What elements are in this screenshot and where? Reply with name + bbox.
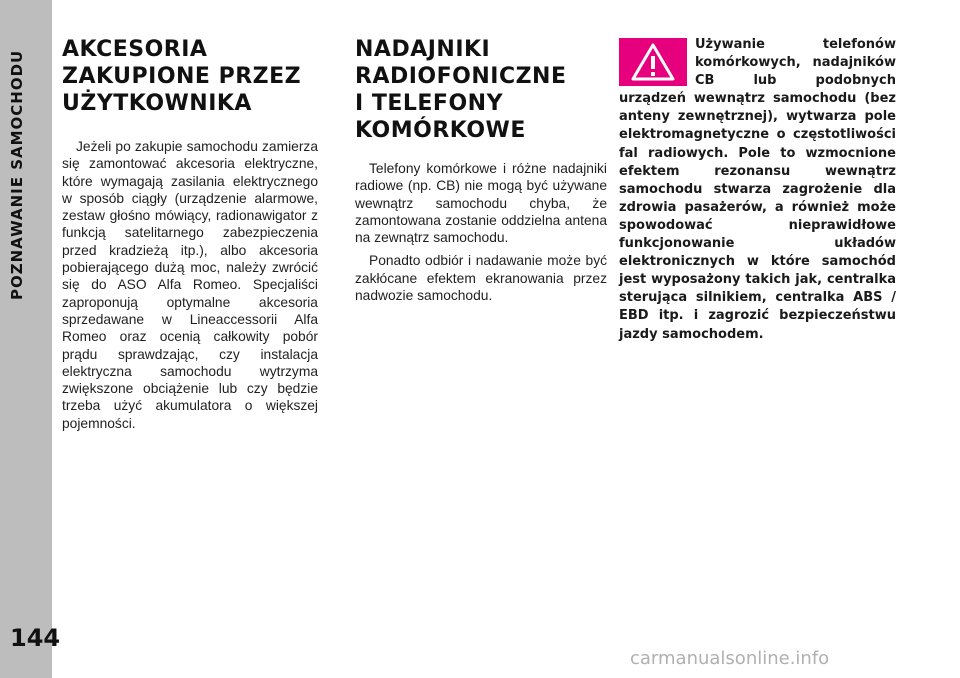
paragraph: Ponadto odbiór i nadawanie może być zakłócane efektem ekranowania przez nadwozie samochodu. — [355, 253, 607, 304]
sidebar — [0, 0, 61, 678]
radio-body — [355, 160, 607, 310]
watermark: carmanualsonline.info — [630, 648, 830, 669]
heading-line: ZAKUPIONE PRZEZ — [62, 64, 302, 89]
accessories-body — [62, 138, 318, 438]
heading-line: UŻYTKOWNIKA — [62, 91, 252, 116]
heading-line: RADIOFONICZNE — [355, 64, 567, 89]
heading-radio-transmitters — [355, 36, 566, 144]
warning-box — [619, 36, 896, 344]
section-label: POZNAWANIE SAMOCHODU — [8, 49, 26, 301]
heading-line: I TELEFONY — [355, 91, 503, 116]
heading-line: AKCESORIA — [62, 37, 208, 62]
warning-triangle-icon — [619, 38, 687, 86]
page-number: 144 — [10, 624, 61, 652]
paragraph: Jeżeli po zakupie samochodu zamierza się zamontować akcesoria elektryczne, które wymagają zasilania elektrycznego w sposób ciągły (urządzenie alarmowe, zestaw głośno mówiący, radionawigator z funkcją satelitarnego zabezpieczenia przed kradzieżą itp.), albo akcesoria pobierającego dużą moc, należy zwrócić się do ASO Alfa Romeo. Specjaliści zaproponują optymalne akcesoria sprzedawane w Lineaccessorii Alfa Romeo oraz ocenią całkowity pobór prądu sprawdzając, czy instalacja elektryczna samochodu wytrzyma zwiększone obciążenie lub czy będzie trzeba użyć akumulatora o większej pojemności. — [62, 139, 318, 431]
heading-line: NADAJNIKI — [355, 37, 491, 62]
heading-accessories — [62, 36, 301, 117]
warning-text: Używanie telefonów komórkowych, nadajników CB lub podobnych urządzeń wewnątrz samochodu (bez anteny zewnętrznej), wytwarza pole elektromagnetyczne o częstotliwości fal radiowych. Pole to wzmocnione efektem rezonansu wewnątrz samochodu stwarza zagrożenie dla zdrowia pasażerów, a również może spowodować nieprawidłowe funkcjonowanie układów elektronicznych w które samochód jest wyposażony takich jak, centralka sterująca silnikiem, centralka ABS / EBD itp. i zagrozić bezpieczeństwu jazdy samochodem. — [619, 37, 896, 342]
paragraph: Telefony komórkowe i różne nadajniki radiowe (np. CB) nie mogą być używane wewnątrz samochodu chyba, że zamontowana zostanie oddzielna antena na zewnątrz samochodu. — [355, 161, 607, 246]
heading-line: KOMÓRKOWE — [355, 118, 526, 143]
